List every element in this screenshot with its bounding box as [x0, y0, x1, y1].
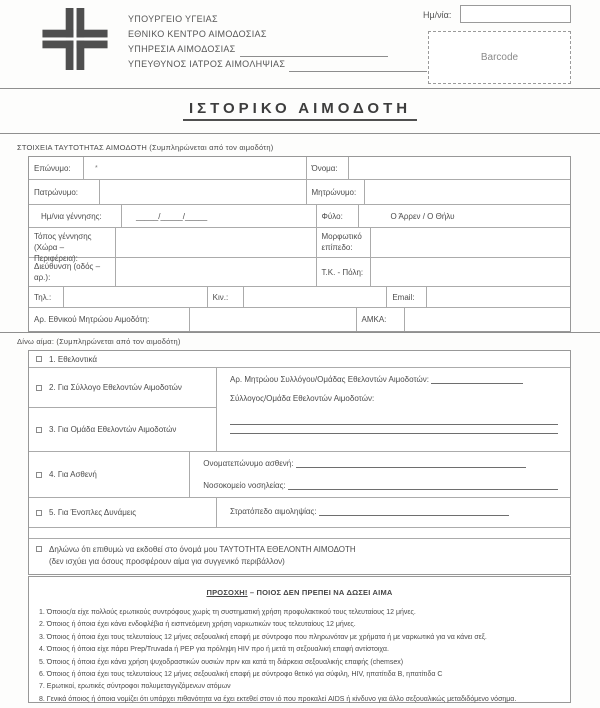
donation-table	[28, 350, 571, 575]
table-row	[29, 286, 570, 307]
doctor-fill-line[interactable]	[289, 63, 427, 72]
patient-name-label: Ονοματεπώνυμο ασθενή:	[203, 459, 294, 468]
organization-block	[128, 12, 427, 72]
identity-section-label: ΣΤΟΙΧΕΙΑ ΤΑΥΤΟΤΗΤΑΣ ΑΙΜΟΔΟΤΗ (Συμπληρώνεται από τον αιμοδότη)	[17, 143, 274, 152]
service-line	[128, 42, 427, 57]
mobile-field[interactable]	[243, 287, 387, 307]
birthplace-label: Τόπος γέννησης (Χώρα – Περιφέρεια):	[34, 232, 92, 263]
club-details-cell	[217, 368, 570, 451]
warning-title-rest: – ΠΟΙΟΣ ΔΕΝ ΠΡΕΠΕΙ ΝΑ ΔΩΣΕΙ ΑΙΜΑ	[247, 588, 393, 597]
checkbox-icon[interactable]	[36, 546, 42, 552]
warning-item: 4. Όποιος ή όποια είχε πάρει Prep/Truvada ή PEP για πρόληψη HIV προ ή μετά τη σεξουαλική επαφή αντίστοιχα.	[39, 646, 389, 654]
service-label: ΥΠΗΡΕΣΙΑ ΑΙΜΟΔΟΣΙΑΣ	[128, 44, 236, 54]
option-armed-forces-label: 5. Για Ένοπλες Δυνάμεις	[49, 508, 137, 517]
declaration-line-1: Δηλώνω ότι επιθυμώ να εκδοθεί στο όνομά μου ΤΑΥΤΟΤΗΤΑ ΕΘΕΛΟΝΤΗ ΑΙΜΟΔΟΤΗ	[49, 545, 356, 554]
table-row	[29, 227, 570, 263]
birthdate-placeholder: _____/_____/_____	[136, 211, 208, 221]
barcode-placeholder: Barcode	[480, 52, 519, 63]
option-patient-label: 4. Για Ασθενή	[49, 470, 97, 479]
mother-name-label: Μητρώνυμο:	[306, 180, 364, 204]
camp-field[interactable]	[319, 508, 509, 516]
warning-item: 1. Όποιος/α είχε πολλούς ερωτικούς συντρόφους χωρίς τη συστηματική χρήση προφυλακτικού τους τελευταίους 12 μήνες.	[39, 609, 416, 616]
warning-item: 7. Ερωτικοί, ερωτικές σύντροφοι πολυμεταγγιζόμενων ατόμων	[39, 683, 231, 691]
birthdate-field[interactable]	[121, 205, 316, 227]
table-row	[29, 307, 570, 331]
ministry-name: ΥΠΟΥΡΓΕΙΟ ΥΓΕΙΑΣ	[128, 14, 218, 24]
table-row	[29, 157, 570, 179]
patient-group-row	[29, 451, 570, 497]
option-team[interactable]	[29, 408, 216, 451]
club-options-column	[29, 368, 217, 451]
city-label: Τ.Κ. - Πόλη:	[316, 258, 370, 286]
warning-box	[28, 576, 571, 703]
header-divider	[0, 88, 600, 89]
club-registry-line	[230, 375, 558, 384]
birthplace-field[interactable]	[115, 228, 316, 257]
date-input-box[interactable]	[460, 5, 571, 23]
surname-mark: *	[95, 164, 98, 172]
club-name-label: Σύλλογος/Ομάδα Εθελοντών Αιμοδοτών:	[230, 394, 375, 403]
doctor-label: ΥΠΕΥΘΥΝΟΣ ΙΑΤΡΟΣ ΑΙΜΟΛΗΨΙΑΣ	[128, 59, 286, 69]
service-fill-line[interactable]	[240, 48, 388, 57]
name-label: Όνομα:	[306, 157, 348, 179]
blood-center-cross-icon	[36, 8, 114, 70]
sex-label: Φύλο:	[316, 205, 358, 227]
form-title-wrap	[0, 100, 600, 118]
address-label: Διεύθυνση (οδός – αρ.):	[34, 262, 101, 282]
email-field[interactable]	[426, 287, 570, 307]
club-group-row	[29, 367, 570, 451]
hospital-label: Νοσοκομείο νοσηλείας:	[203, 481, 286, 490]
phone-label: Τηλ.:	[34, 292, 52, 302]
checkbox-icon[interactable]	[36, 385, 42, 391]
option-club[interactable]	[29, 368, 216, 408]
warning-title	[39, 588, 560, 597]
table-row	[29, 204, 570, 227]
amka-field[interactable]	[404, 308, 571, 331]
warning-item: 3. Όποιος ή όποια έχει τους τελευταίους 12 μήνες σεξουαλική επαφή με σύντροφο που πληρωνόταν με χρήματα ή με ναρκωτικά για να κάνει σεξ.	[39, 633, 487, 641]
warning-item: 6. Όποιος ή όποια έχει τους τελευταίους 12 μήνες σεξουαλική επαφή με σύντροφο θετικό για σύφιλη, HIV, ηπατίτιδα Β, ηπατίτιδα C	[39, 671, 443, 679]
amka-label: ΑΜΚΑ:	[356, 308, 404, 331]
father-name-label: Πατρώνυμο:	[34, 187, 79, 197]
option-club-label: 2. Για Σύλλογο Εθελοντών Αιμοδοτών	[49, 383, 182, 392]
name-field[interactable]	[348, 157, 571, 179]
donation-section-label: Δίνω αίμα: (Συμπληρώνεται από τον αιμοδότη)	[17, 337, 181, 346]
warning-item: 2. Όποιος ή όποια έχει κάνει ενδοφλέβια ή εισπνεόμενη χρήση ναρκωτικών τους τελευταίους 12 μήνες.	[39, 621, 356, 629]
option-patient[interactable]	[29, 452, 189, 497]
camp-label: Στρατόπεδο αιμοληψίας:	[230, 507, 317, 516]
email-label: Email:	[386, 287, 426, 307]
education-label: Μορφωτικό επίπεδο:	[316, 228, 370, 257]
club-registry-field[interactable]	[431, 376, 523, 384]
army-option-column	[29, 498, 217, 527]
identity-table	[28, 156, 571, 332]
club-name-field-line2[interactable]	[230, 425, 558, 434]
table-row	[29, 179, 570, 204]
option-voluntary-label: 1. Εθελοντικά	[49, 354, 98, 364]
city-field[interactable]	[370, 258, 571, 286]
title-divider	[0, 133, 600, 134]
patient-name-line	[203, 459, 558, 468]
barcode-box	[428, 31, 571, 84]
doctor-line	[128, 57, 427, 72]
checkbox-icon[interactable]	[36, 427, 42, 433]
checkbox-icon[interactable]	[36, 472, 42, 478]
warning-title-attention: ΠΡΟΣΟΧΗ!	[206, 588, 248, 597]
hospital-field[interactable]	[288, 482, 558, 490]
hospital-line	[203, 481, 558, 490]
surname-label: Επώνυμο:	[34, 163, 71, 173]
camp-line	[230, 507, 558, 516]
spacer-row	[29, 527, 570, 538]
id-card-declaration[interactable]	[29, 538, 570, 574]
father-name-field[interactable]	[99, 180, 306, 204]
club-name-field-line1[interactable]	[230, 416, 558, 425]
patient-name-field[interactable]	[296, 460, 526, 468]
option-team-label: 3. Για Ομάδα Εθελοντών Αιμοδοτών	[49, 425, 177, 434]
mobile-label: Κιν.:	[207, 287, 243, 307]
date-label: Ημ/νία:	[423, 10, 452, 20]
army-details-cell	[217, 498, 570, 527]
surname-field[interactable]	[83, 157, 306, 179]
section-divider	[0, 332, 600, 333]
mother-name-field[interactable]	[364, 180, 571, 204]
checkbox-icon[interactable]	[36, 356, 42, 362]
club-registry-label: Αρ. Μητρώου Συλλόγου/Ομάδας Εθελοντών Αιμοδοτών:	[230, 375, 429, 384]
education-field[interactable]	[370, 228, 571, 257]
donor-registry-field[interactable]	[189, 308, 356, 331]
address-field[interactable]	[115, 258, 316, 286]
patient-option-column	[29, 452, 190, 497]
checkbox-icon[interactable]	[36, 510, 42, 516]
declaration-line-2: (δεν ισχύει για όσους προσφέρουν αίμα για συγγενικό περιβάλλον)	[49, 557, 285, 566]
patient-details-cell	[190, 452, 570, 497]
declaration-text	[49, 544, 356, 568]
sex-options[interactable]: Ο Άρρεν / Ο Θήλυ	[358, 205, 571, 227]
army-group-row	[29, 497, 570, 527]
warning-item: 5. Όποιος ή όποια έχει κάνει χρήση ψυχοδραστικών ουσιών πριν και κατά τη διάρκεια σεξουαλικής επαφής (chemsex)	[39, 658, 404, 666]
birthdate-label: Ημ/νια γέννησης:	[41, 211, 102, 221]
option-armed-forces[interactable]	[29, 498, 216, 527]
phone-field[interactable]	[63, 287, 207, 307]
warning-item: 8. Γενικά όποιος ή όποια νομίζει ότι υπάρχει πιθανότητα να έχει εκτεθεί στον ιό που προκαλεί AIDS ή κίνδυνο για άλλο σεξουαλικώς μεταδιδόμενο νόσημα.	[39, 695, 517, 703]
option-voluntary[interactable]	[29, 351, 570, 367]
donor-registry-label: Αρ. Εθνικού Μητρώου Αιμοδότη:	[34, 315, 150, 324]
page-title: ΙΣΤΟΡΙΚΟ ΑΙΜΟΔΟΤΗ	[183, 100, 417, 121]
table-row	[29, 257, 570, 286]
center-name: ΕΘΝΙΚΟ ΚΕΝΤΡΟ ΑΙΜΟΔΟΣΙΑΣ	[128, 29, 267, 39]
